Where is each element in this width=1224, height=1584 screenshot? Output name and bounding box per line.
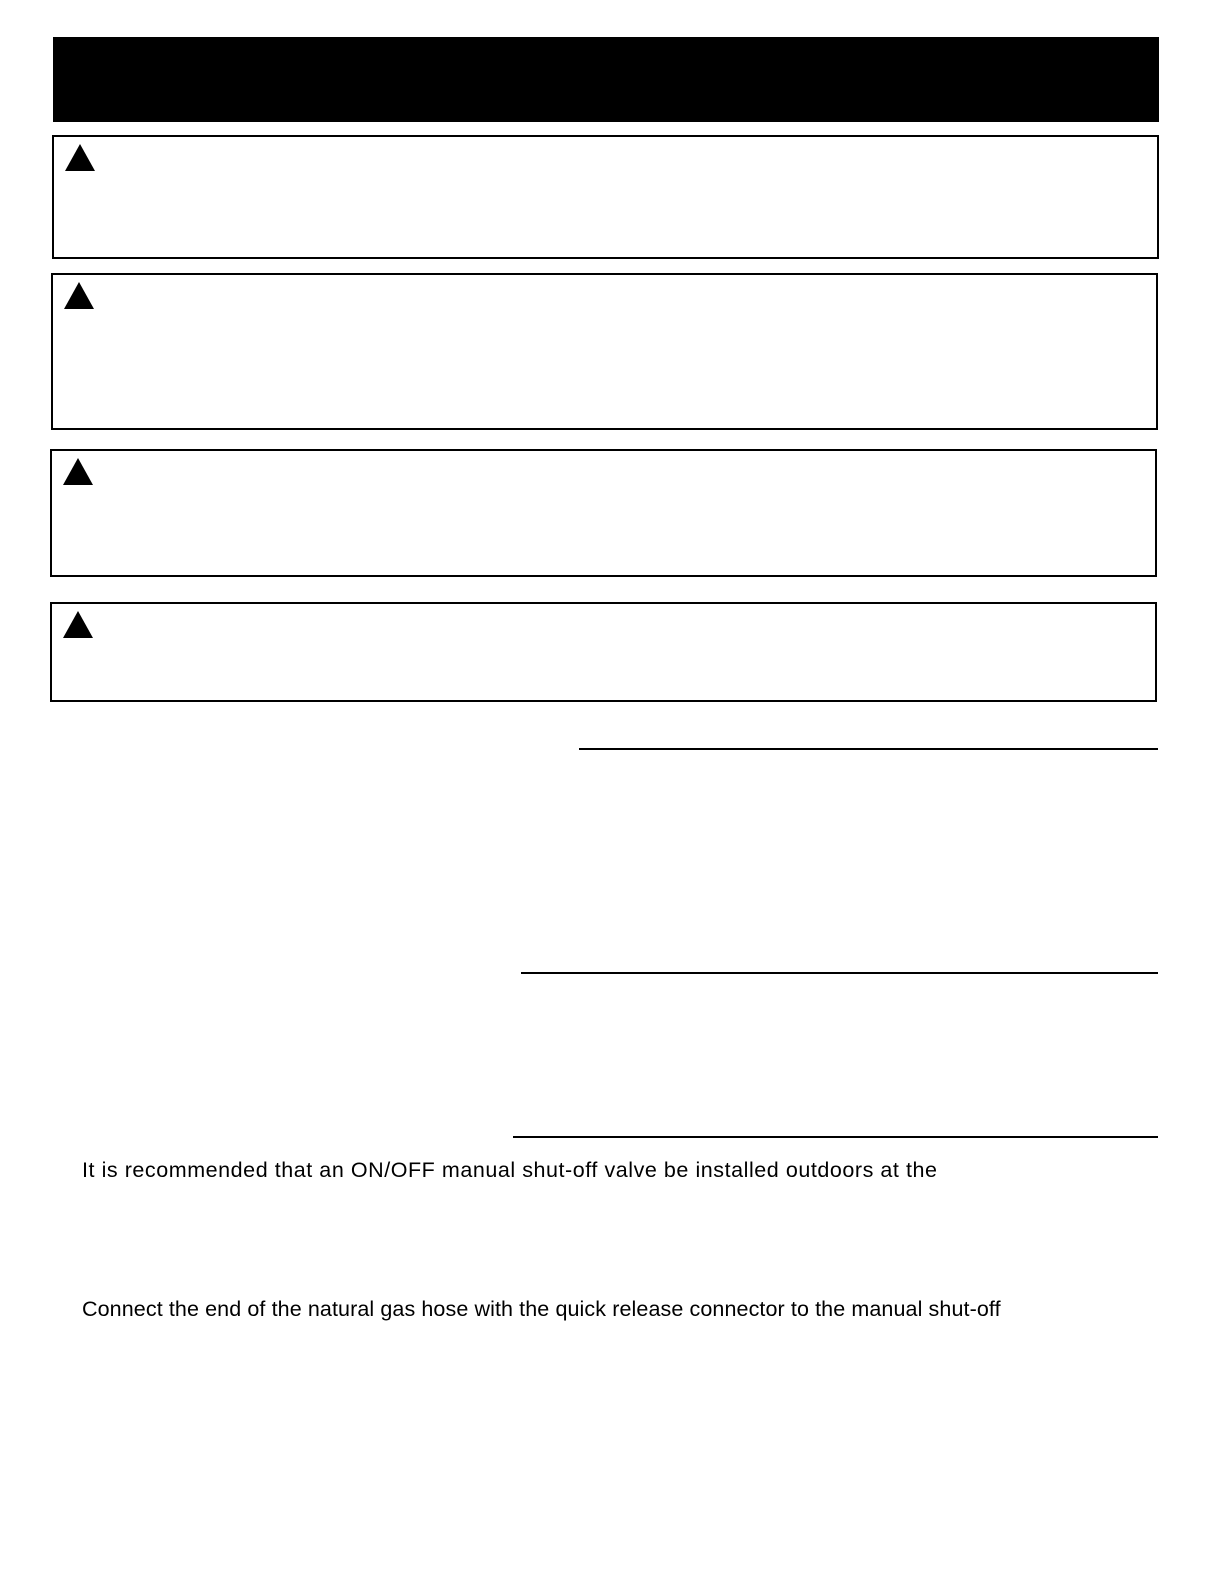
warning-triangle-icon [64, 282, 94, 309]
warning-box-4 [50, 602, 1157, 702]
warning-box-1 [52, 135, 1159, 259]
section-divider-3 [513, 1136, 1158, 1138]
warning-triangle-icon [65, 144, 95, 171]
warning-triangle-icon [63, 611, 93, 638]
warning-triangle-icon [63, 458, 93, 485]
instruction-connect-hose: Connect the end of the natural gas hose with the quick release connector to the manual shut-off [82, 1297, 1001, 1321]
section-header-bar [53, 37, 1159, 122]
section-divider-2 [521, 972, 1158, 974]
warning-box-2 [51, 273, 1158, 430]
warning-box-3 [50, 449, 1157, 577]
section-divider-1 [579, 748, 1158, 750]
instruction-shutoff-valve: It is recommended that an ON/OFF manual shut-off valve be installed outdoors at the [82, 1158, 938, 1182]
